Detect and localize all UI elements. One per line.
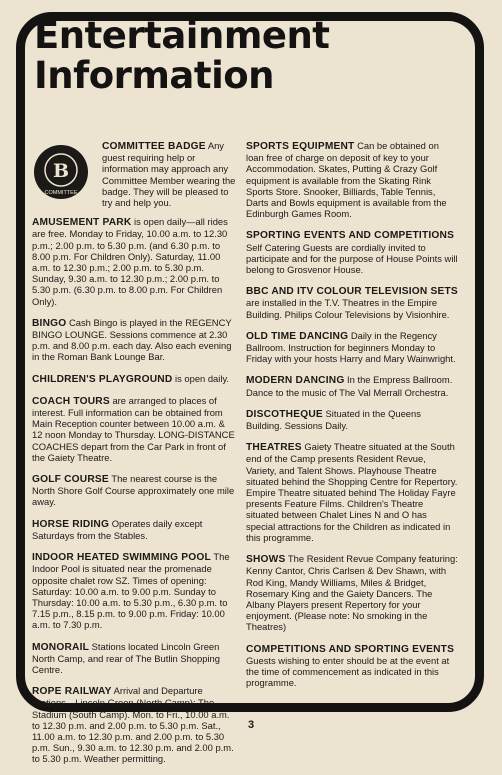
page-number: 3 (247, 719, 255, 731)
entry-sporting-events (246, 229, 458, 275)
entry-amusement-park (32, 216, 237, 307)
entry-heading: SHOWS (246, 554, 286, 566)
entry-heading: AMUSEMENT PARK (32, 217, 132, 229)
entry-text: Gaiety Theatre situated at the South end of the Camp presents Resident Revue, Variety, and Talent Shows. Playhouse Theatre situated behind the Shopping Centre for Repertory. Empire Theatre situated behind The Holiday Fayre presents Feature Films. Children's Theatre situated between Chalet Lines N and O has special attractions for the Children as indicated in this programme. (246, 441, 458, 543)
entry-coach-tours (32, 395, 237, 463)
entry-horse-riding (32, 518, 237, 541)
entry-childrens-playground (32, 373, 237, 385)
entry-heading: COMMITTEE BADGE (102, 141, 206, 152)
entry-heading: DISCOTHEQUE (246, 408, 323, 420)
entry-text: Can be obtained on loan free of charge on deposit of key to your Accommodation. Skates, Putting & Crazy Golf equipment is available from the Skating Rink Sports Store. Snooker, Billiards, Table Tennis, Darts and Bowls equipment is available from the Edinburgh Games Room. (246, 140, 447, 220)
right-column (246, 140, 458, 698)
entry-competitions (246, 643, 458, 689)
entry-text: Situated in the Queens Building. Sessions Daily. (246, 407, 421, 432)
entry-heading: SPORTS EQUIPMENT (246, 141, 355, 152)
entry-committee-badge (102, 140, 237, 208)
entry-heading: MONORAIL (32, 641, 90, 653)
entry-heading: CHILDREN'S PLAYGROUND (32, 373, 173, 385)
entry-old-time-dancing (246, 330, 458, 365)
entry-heading: SPORTING EVENTS AND COMPETITIONS (246, 230, 455, 242)
entry-heading: OLD TIME DANCING (246, 330, 349, 342)
entry-swimming-pool (32, 551, 237, 630)
entry-bingo (32, 317, 237, 363)
entry-text: is open daily. (172, 372, 230, 384)
entry-heading: COMPETITIONS AND SPORTING EVENTS (246, 643, 455, 655)
entry-text: Arrival and Departure Stations—Lincoln Green (North Camp); The Stadium (South Camp). Mon. to Fri., 10.00 a.m. to 12.30 p.m. and 2.00 p.m. to 5.30 p.m. Sat., 11.00 a.m. to 12.30 p.m. and 2.00 p.m. to 5.30 p.m. Sun., 9.30 a.m. to 12.30 p.m. and 2.00 p.m. to 5.30 p.m. Weather permitting. (32, 685, 234, 765)
entry-modern-dancing (246, 374, 458, 397)
entry-text: Stations located Lincoln Green North Camp, and rear of The Butlin Shopping Centre. (32, 640, 220, 675)
badge-letter: B (52, 160, 70, 182)
entry-text: are installed in the T.V. Theatres in the Empire Building. Philips Colour Televisions by Visionhire. (246, 297, 450, 320)
entry-heading: ROPE RAILWAY (32, 686, 112, 698)
entry-discotheque (246, 408, 458, 431)
entry-text: The Indoor Pool is situated near the promenade opposite chalet row SZ. Times of opening: Saturday: 10.00 a.m. to 9.00 p.m. Sunday to Thursday: 10.00 a.m. to 5.30 p.m., 6.30 p.m. to 7.15 p.m., 8.15 p.m. to 9.00 p.m. Friday: 10.00 a.m. to 7.30 p.m. (32, 551, 230, 631)
entry-heading: COACH TOURS (32, 395, 110, 407)
entry-monorail (32, 641, 237, 676)
entry-text: is open daily—all rides are free. Monday to Friday, 10.00 a.m. to 12.30 p.m.; 2.00 p.m. to 5.30 p.m. (and 6.30 p.m. to 8.00 p.m. For Children Only). Saturday, 11.00 a.m. to 12.30 p.m.; 2.00 p.m. to 5.30 p.m. Sunday, 9.30 a.m. to 12.30 p.m.; 2.00 p.m. to 5.30 p.m. (6.30 p.m. to 8.00 p.m. For Children Only). (32, 216, 228, 307)
left-column (32, 140, 237, 775)
entry-text: Any guest requiring help or information may approach any Committee Member wearing the badge. They will be pleased to try and help you. (102, 140, 236, 209)
entry-text: Daily in the Regency Ballroom. Instruction for beginners Monday to Friday with your hosts Harry and Mary Wainwright. (246, 329, 456, 365)
title-line-1: Entertainment (34, 14, 330, 57)
entry-text: Guests wishing to enter should be at the event at the time of commencement as indicated in this programme. (246, 654, 450, 689)
entry-theatres (246, 441, 458, 543)
entry-text: Self Catering Guests are cordially invited to participate and for the purpose of House Points will belong to Grosvenor House. (246, 241, 458, 276)
entry-text: The Resident Revue Company featuring: Kenny Cantor, Chris Carlsen & Dev Shawn, with Rod King, Mandy Williams, Miles & Bridget, Rosemary King and the Gaiety Dancers. The Albany Players present Repertory for your enjoyment. (Please note: No smoking in the Theatres) (246, 553, 458, 633)
badge-caption: COMMITTEE (44, 190, 78, 196)
entry-heading: THEATRES (246, 442, 302, 454)
entry-heading: BBC AND ITV COLOUR TELEVISION SETS (246, 286, 458, 298)
entry-text: The nearest course is the North Shore Golf Course approximately one mile away. (32, 473, 235, 508)
entry-heading: INDOOR HEATED SWIMMING POOL (32, 552, 211, 564)
entry-text: Cash Bingo is played in the REGENCY BINGO LOUNGE. Sessions commence at 2.30 p.m. and 8.00 p.m. each day. Also each evening in the Roman Bank Lounge Bar. (32, 316, 232, 363)
entry-text: In the Empress Ballroom. Dance to the music of The Val Merrall Orchestra. (246, 374, 453, 398)
entry-golf-course (32, 473, 237, 508)
title-line-2: Information (34, 54, 275, 97)
page-title (34, 16, 330, 96)
entry-heading: MODERN DANCING (246, 375, 345, 387)
entry-text: are arranged to places of interest. Full information can be obtained from Main Reception counter between 10.00 a.m. & 12 noon Monday to Thursday. LONG-DISTANCE COACHES depart from the Car Park in front of the Gaiety Theatre. (32, 394, 235, 463)
entry-colour-television (246, 285, 458, 320)
entry-text: Operates daily except Saturdays from the Stables. (32, 517, 203, 541)
entry-shows (246, 553, 458, 632)
entry-heading: BINGO (32, 317, 67, 329)
entry-heading: GOLF COURSE (32, 474, 109, 486)
entry-heading: HORSE RIDING (32, 518, 110, 530)
entry-sports-equipment (246, 140, 458, 219)
